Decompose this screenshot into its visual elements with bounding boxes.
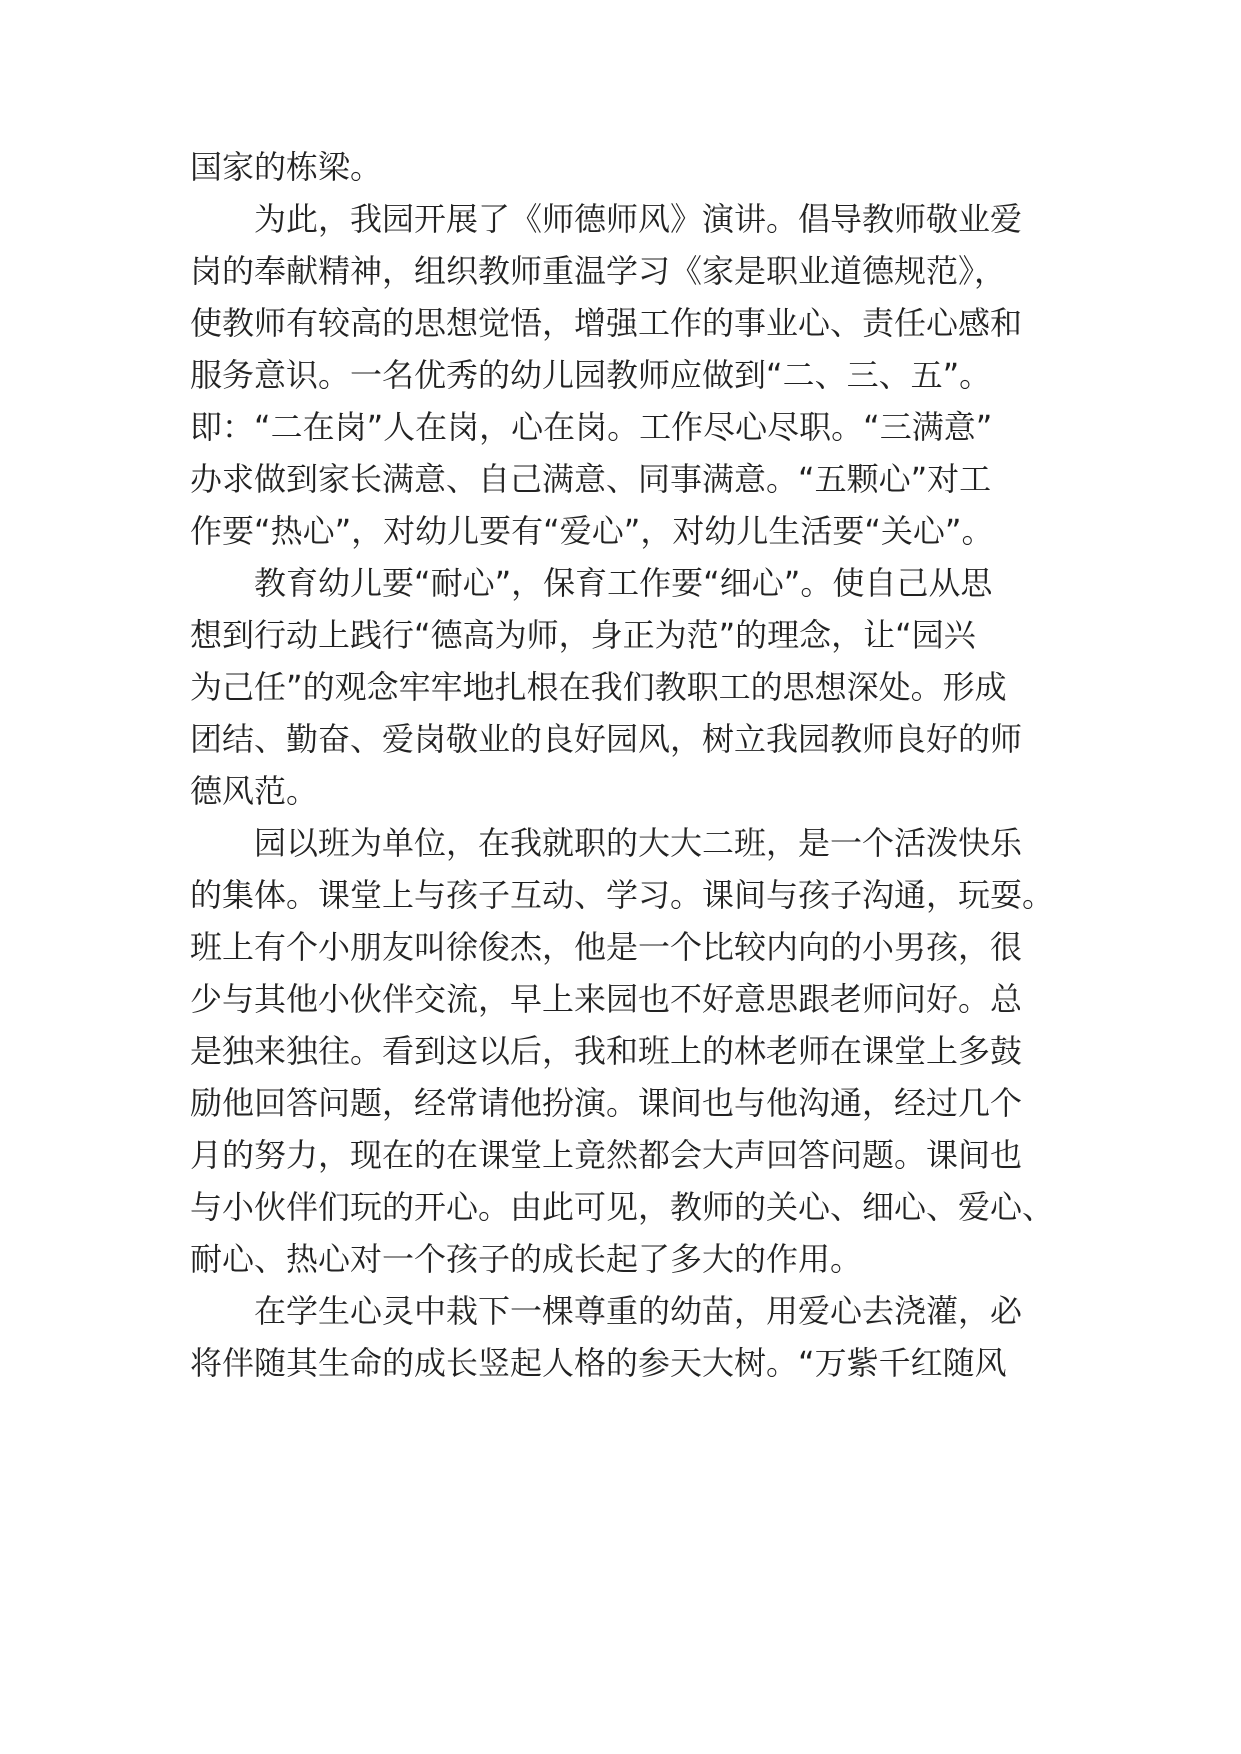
text-line: 少与其他小伙伴交流，早上来园也不好意思跟老师问好。总: [190, 980, 1023, 1018]
text-line: 想到行动上践行“德高为师，身正为范”的理念，让“园兴: [190, 616, 976, 654]
text-line: 国家的栋梁。: [190, 148, 383, 186]
text-line: 与小伙伴们玩的开心。由此可见，教师的关心、细心、爱心、: [190, 1188, 1055, 1226]
text-line: 将伴随其生命的成长竖起人格的参天大树。“万紫千红随风: [190, 1344, 1007, 1382]
text-line: 的集体。课堂上与孩子互动、学习。课间与孩子沟通，玩耍。: [190, 876, 1055, 914]
text-line: 岗的奉献精神，组织教师重温学习《家是职业道德规范》，: [190, 252, 1007, 290]
text-line: 励他回答问题，经常请他扮演。课间也与他沟通，经过几个: [190, 1084, 1023, 1122]
text-line: 耐心、热心对一个孩子的成长起了多大的作用。: [190, 1240, 863, 1278]
paragraph-first-line: 教育幼儿要“耐心”，保育工作要“细心”。使自己从思: [254, 564, 993, 602]
text-line: 服务意识。一名优秀的幼儿园教师应做到“二、三、五”。: [190, 356, 992, 394]
text-line: 作要“热心”，对幼儿要有“爱心”，对幼儿生活要“关心”。: [190, 512, 994, 550]
paragraph-first-line: 为此，我园开展了《师德师风》演讲。倡导教师敬业爱: [254, 200, 1023, 238]
text-line: 是独来独往。看到这以后，我和班上的林老师在课堂上多鼓: [190, 1032, 1023, 1070]
text-line: 即：“二在岗”人在岗，心在岗。工作尽心尽职。“三满意”: [190, 408, 993, 446]
text-line: 为己任”的观念牢牢地扎根在我们教职工的思想深处。形成: [190, 668, 1007, 706]
text-line: 团结、勤奋、爱岗敬业的良好园风，树立我园教师良好的师: [190, 720, 1023, 758]
paragraph-first-line: 在学生心灵中栽下一棵尊重的幼苗，用爱心去浇灌，必: [254, 1292, 1023, 1330]
text-line: 月的努力，现在的在课堂上竟然都会大声回答问题。课间也: [190, 1136, 1023, 1174]
text-line: 使教师有较高的思想觉悟，增强工作的事业心、责任心感和: [190, 304, 1023, 342]
text-line: 德风范。: [190, 772, 319, 810]
text-line: 班上有个小朋友叫徐俊杰，他是一个比较内向的小男孩，很: [190, 928, 1023, 966]
text-line: 办求做到家长满意、自己满意、同事满意。“五颗心”对工: [190, 460, 992, 498]
paragraph-first-line: 园以班为单位，在我就职的大大二班，是一个活泼快乐: [254, 824, 1023, 862]
